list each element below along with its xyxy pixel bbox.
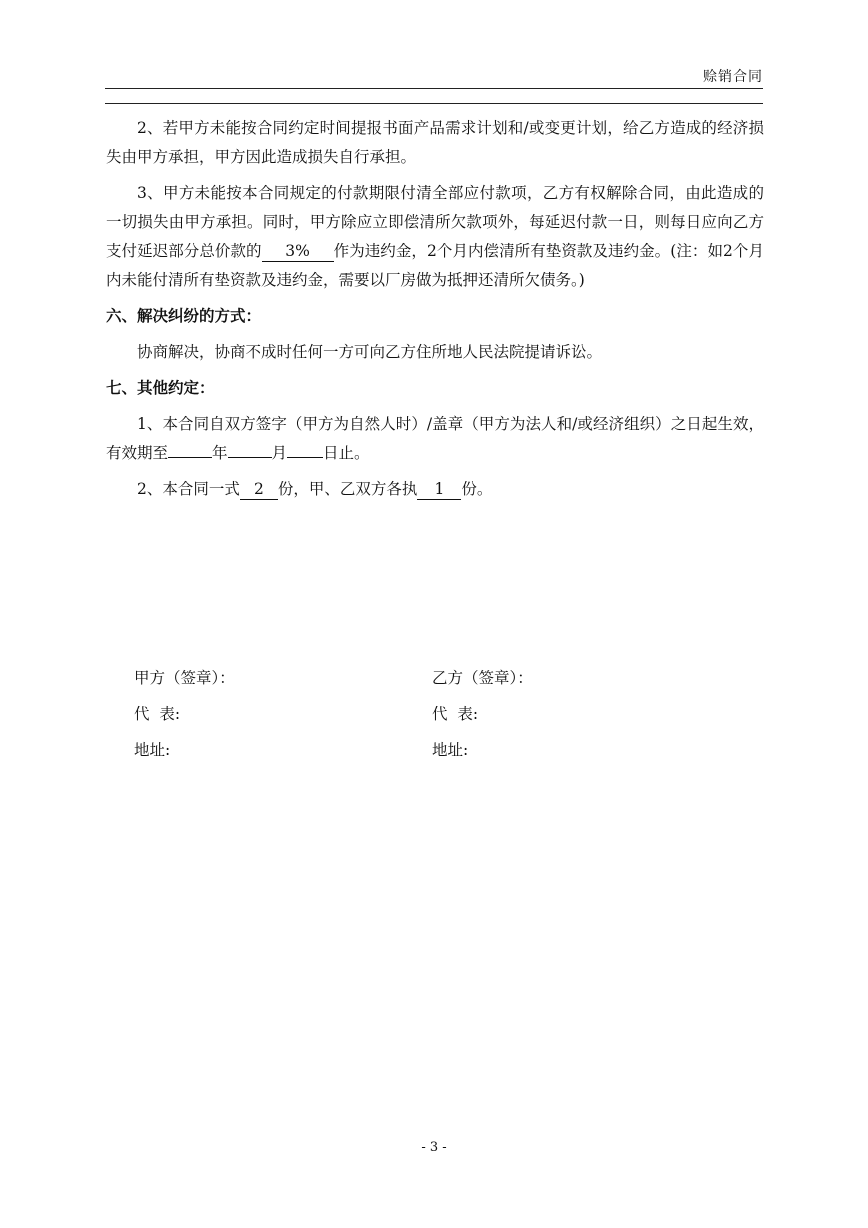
party-a-address-label: 地址:: [134, 741, 171, 759]
section-6-text-content: 协商解决，协商不成时任何一方可向乙方住所地人民法院提请诉讼。: [137, 343, 603, 361]
section-7-clause-2-text-end: 份。: [461, 480, 493, 498]
section-7-heading: 七、其他约定：: [106, 379, 215, 397]
copies-each-blank: [417, 479, 461, 500]
section-6-text: [106, 338, 764, 367]
section-7-clause-2: [106, 475, 764, 504]
section-7-clause-2-text-mid: 份，甲、乙双方各执: [277, 480, 418, 498]
clause-3-text-after: 作为违约金，2个月内偿清所有垫资款及违约金。(注：如2个月内未能付清所有垫资款及违约金，需要以厂房做为抵押还清所欠债务。): [106, 242, 764, 289]
expiry-month-blank: [228, 457, 272, 458]
party-a-representative-label: 代 表:: [134, 705, 181, 723]
expiry-day-blank: [287, 457, 323, 458]
party-a-signature-block: [134, 660, 235, 768]
section-7-clause-1: [106, 410, 764, 468]
day-end-label: 日止。: [323, 444, 370, 462]
total-copies-value: 2: [253, 480, 264, 498]
party-b-representative-label: 代 表:: [432, 705, 479, 723]
year-label: 年: [212, 444, 228, 462]
header-second-rule: [105, 103, 763, 104]
penalty-rate-value: 3%: [285, 242, 310, 260]
section-7-clause-2-text-before: 2、本合同一式: [137, 480, 240, 498]
party-b-address-label: 地址:: [432, 741, 469, 759]
party-a-signature-label: 甲方（签章）：: [134, 669, 235, 687]
party-b-signature-label: 乙方（签章）：: [432, 669, 533, 687]
month-label: 月: [271, 444, 288, 462]
contract-body: [106, 114, 764, 504]
header-rule: [105, 88, 763, 89]
clause-3-text-before: 3、甲方未能按本合同规定的付款期限付清全部应付款项，乙方有权解除合同，由此造成的一切损失由甲方承担。同时，甲方除应立即偿清所欠款项外，每延迟付款一日，则每日应向乙方支付延迟部分总价款的: [106, 184, 764, 260]
document-header-title: 赊销合同: [703, 69, 763, 85]
section-7-clause-1-text: 1、本合同自双方签字（甲方为自然人时）/盖章（甲方为法人和/或经济组织）之日起生效，有效期至: [106, 415, 764, 462]
clause-2-text: 2、若甲方未能按合同约定时间提报书面产品需求计划和/或变更计划，给乙方造成的经济损失由甲方承担，甲方因此造成损失自行承担。: [106, 119, 764, 166]
party-b-signature-block: [432, 660, 533, 768]
penalty-rate-blank: [262, 241, 334, 262]
page-number: - 3 -: [421, 1140, 447, 1155]
section-6-heading: 六、解决纠纷的方式：: [106, 307, 262, 325]
clause-3: [106, 179, 764, 295]
expiry-year-blank: [168, 457, 212, 458]
total-copies-blank: [240, 479, 278, 500]
clause-2: [106, 114, 764, 172]
copies-each-value: 1: [434, 480, 445, 498]
